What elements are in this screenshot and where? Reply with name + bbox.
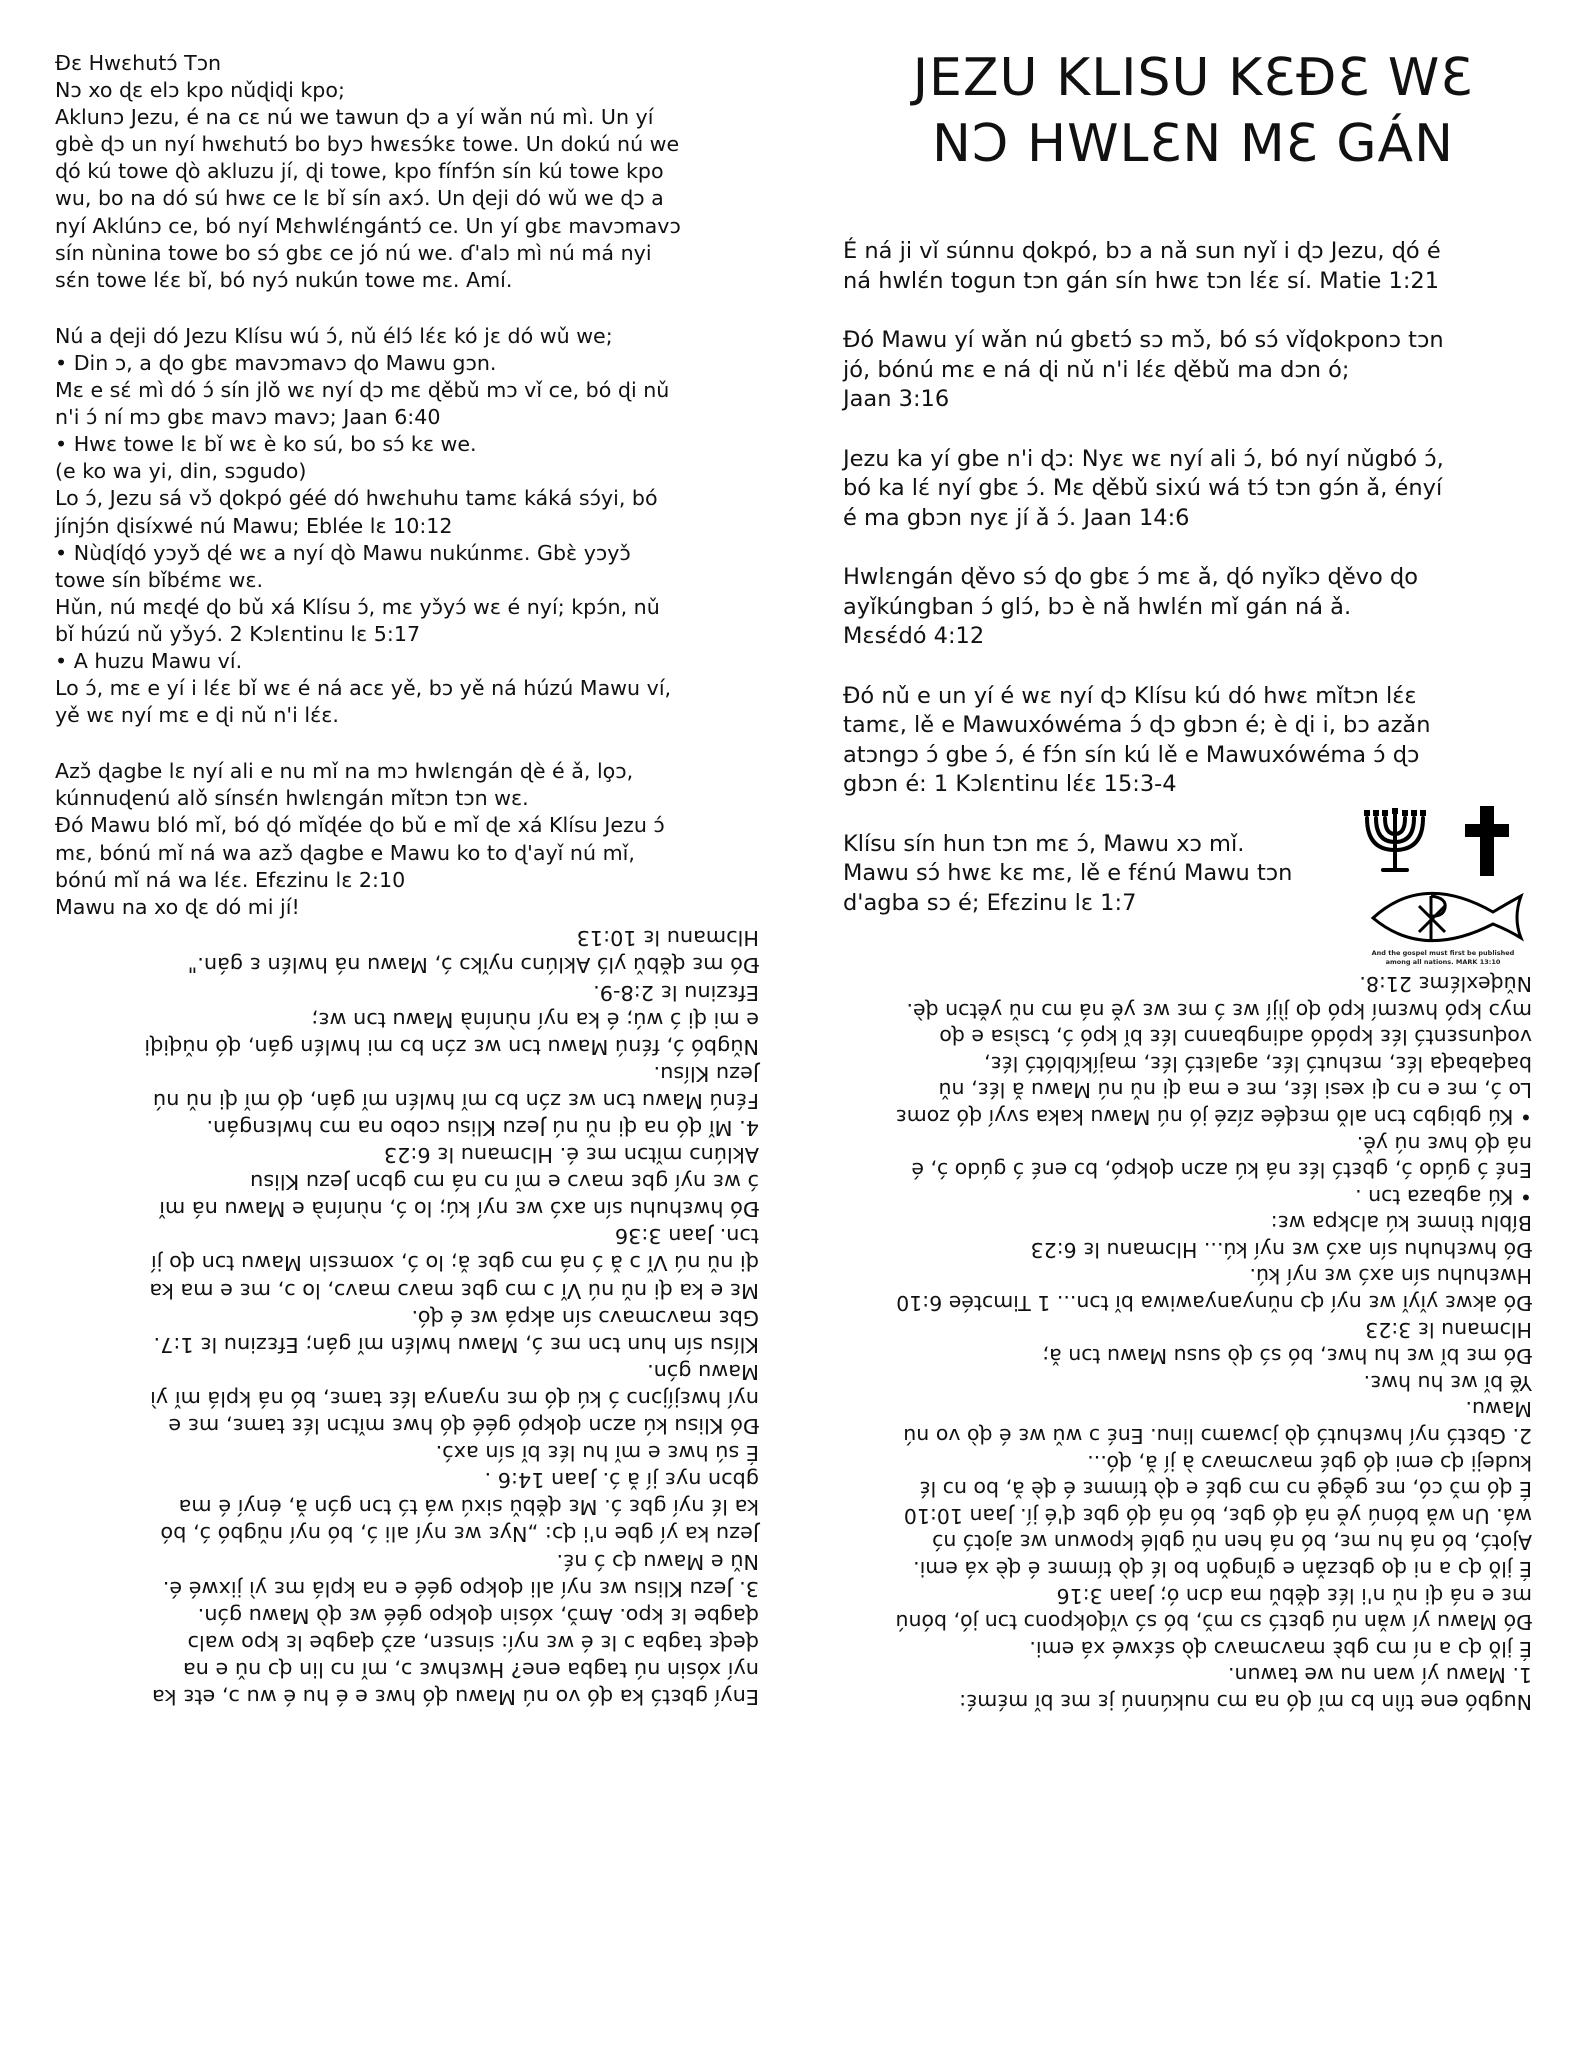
upside-down-text	[832, 970, 1532, 1715]
text-line: • Kú agbaza tɔn .	[1355, 1184, 1532, 1209]
text-line: Jezu Klísu.	[653, 1061, 759, 1086]
text-line: É jlǒ ɖɔ a ní mɔ gbɛ̀ mavɔmavɔ ɖò sɛ́xwé xá emi.	[1029, 1636, 1532, 1661]
text-line: Ðó Klisu kú azɔn ɖokpó géé ɖó hwɛ mǐtɔn lɛ́ɛ tamɛ, mɛ e	[168, 1414, 759, 1439]
upside-down-left-panel	[54, 924, 759, 1710]
verse-block	[843, 445, 1543, 534]
text-line: sɛ́n towe lɛ́ɛ bǐ, bó nyɔ́ nukún towe mɛ. Amí.	[55, 267, 513, 292]
verse-block	[843, 682, 1543, 800]
text-line: Bíblu tìnmɛ kú alɔkpa wɛ:	[1270, 1211, 1532, 1236]
text-line: Hlɔmanu lɛ 10:13	[576, 926, 759, 951]
text-line: Nɔ xo ɖɛ elɔ kpo nǔɖiɖi kpo;	[55, 78, 345, 103]
text-line: ná ɖó hwɛ nú yě.	[1356, 1131, 1532, 1156]
verse-line: ayǐkúngban ɔ́ glɔ́, bɔ è nǎ hwlɛ́n mǐ gán ná ǎ.	[843, 593, 1352, 620]
emblem-caption-line-1: And the gospel must first be published	[1371, 949, 1515, 957]
text-line: ka lɛ́ nyí gbɛ ɔ́. Mɛ ɖěbǔ sixú wá tɔ́ tɔn gɔ́n ǎ, ényí é ma	[178, 1495, 759, 1520]
text-line: Enyí gbɛtɔ́ ka ɖó vo nú Mawu ɖó hwɛ e é hu é wu ɔ, etɛ ka	[152, 1685, 759, 1709]
verse-block	[843, 563, 1543, 652]
text-line: Ðó hwɛhuhu sín axɔ́ wɛ nyí kú... Hlɔmanu lɛ 6:23	[1030, 1237, 1532, 1262]
text-line: jínjɔ́n ɖisíxwé nú Mawu; Eblée lɛ 10:12	[55, 513, 453, 538]
text-line: Enɛ́ ɔ́ gúdo ɔ́, gbɛtɔ́ lɛ́ɛ ná kú azɔn ɖokpó, bɔ enɛ́ ɔ́ gúdo ɔ́, é	[911, 1158, 1532, 1183]
text-line: Aklúnɔ mǐtɔn mɛ é. Hlɔmanu lɛ 6:23	[383, 1143, 759, 1168]
text-line: Ðó Mawu yí wǎn nú gbɛtɔ́ sɔ mɔ̌, bó sɔ́ vǐɖokponɔ tɔn jó, bónú	[895, 1610, 1532, 1635]
text-line: Nǔgbó ɔ́, fɛ́nú Mawu tɔn wɛ zɔ́n bɔ mi hwlɛ́n gán, ɖó nǔɖiɖi	[144, 1034, 759, 1059]
prayer-panel	[55, 50, 755, 950]
text-line: 1. Mawu yí wan nu we tawun.	[1227, 1663, 1532, 1688]
text-line: Ðó Mawu bló mǐ, bó ɖó mǐɖée ɖo bǔ e mǐ ɖe xá Klísu Jezu ɔ́	[55, 813, 665, 838]
text-line: bónú mǐ ná wa lɛ́ɛ. Efɛzinu lɛ 2:10	[55, 867, 406, 892]
verse-line: Ðó nǔ e un yí é wɛ nyí ɖɔ Klísu kú dó hwɛ mǐtɔn lɛ́ɛ	[843, 682, 1417, 709]
tract-title-line-1: JEZU KLISU KƐĐƐ WƐ	[912, 48, 1474, 108]
text-line: 2. Gbɛtɔ́ nyí hwɛhutɔ́ ɖò jɔwamɔ linu. Enɛ́ ɔ wǔ wɛ é ɖò vo nú	[903, 1424, 1532, 1449]
text-line: Lo ɔ́, Jezu sá vɔ̌ ɖokpó géé dó hwɛhuhu tamɛ káká sɔ́yi, bó	[55, 486, 658, 511]
text-line: tɔn. Jaan 3:36	[614, 1224, 759, 1249]
text-line: Nugbó ene tíìn bɔ mǐ ɖó na mɔ nukúnnú jɛ mɛ bǐ mɛ́mɛ́:	[959, 1690, 1532, 1714]
text-line: mɛ e ná ɖi nǔ n'i lɛ́ɛ ɖěbǔ ma dɔn ó; Jaan 3:16	[1056, 1583, 1532, 1608]
text-line: Hwɛhuhu sín axɔ́ wɛ nyí kú.	[1249, 1264, 1532, 1289]
text-line: Aklunɔ Jezu, é na cɛ nú we tawun ɖɔ a yí wǎn nú mì. Un yí	[55, 105, 654, 130]
verse-line: Hwlɛngán ɖěvo sɔ́ ɖo gbɛ ɔ́ mɛ ǎ, ɖó nyǐkɔ ɖěvo ɖo	[843, 564, 1418, 590]
verse-line: tamɛ, lě e Mawuxówéma ɔ́ ɖɔ gbɔn é; è ɖi i, bɔ azǎn	[843, 712, 1431, 738]
verse-block	[843, 326, 1543, 415]
text-line: wá. Un wǎ bónú yě ná ɖó gbɛ, bó ná ɖó gbɛ ɖ'é jí. Jaan 10:10	[903, 1503, 1532, 1528]
verse-line: É ná ji vǐ súnnu ɖokpó, bɔ a nǎ sun nyǐ i ɖɔ Jezu, ɖó é	[843, 238, 1441, 264]
text-line: Lo ɔ́, mɛ e nɔ ɖi xesi lɛ́ɛ, mɛ e ma ɖi nǔ nú Mawu ǎ lɛ́ɛ, nǔ	[938, 1078, 1532, 1103]
text-line: Nǔ e Mawu ɖɔ ɔ́ nɛ́.	[556, 1549, 759, 1574]
text-line: Lo ɔ́, mɛ e yí i lɛ́ɛ bǐ wɛ é ná acɛ yě, bɔ yě ná húzú Mawu ví,	[55, 676, 672, 701]
text-line: sín nùnina towe bo sɔ́ gbɛ ce jó nú we. ɗ'alɔ mì nú má nyi	[55, 240, 652, 265]
text-line: É jlǒ ɖɔ a ni ɖo gbɛzǎn e gǐngǒn bo lɛ́ ɖò tímmɛ é ɖè xá emi.	[913, 1557, 1532, 1582]
verse-line: Klísu sín hun tɔn mɛ ɔ́, Mawu xɔ mǐ.	[843, 830, 1245, 857]
text-line: Nú a ɖeji dó Jezu Klísu wú ɔ́, nǔ élɔ́ lɛ́ɛ kó jɛ dó wǔ we;	[55, 323, 613, 348]
text-line: bǐ húzú nǔ yɔ̌yɔ́. 2 Kɔlɛntinu lɛ 5:17	[55, 621, 421, 646]
text-line: • Kú gbigbɔ tɔn alǒ mɛɖée zízé jó nú Mawu kaka svyí ɖó zomɛ	[895, 1104, 1532, 1129]
text-line: Ðó hwɛhuhu sín axɔ́ wɛ nyí kú; lo ɔ́, nùnínà e Mawu ná mǐ	[159, 1197, 759, 1222]
text-line: yě wɛ nyí mɛ e ɖi nǔ n'i lɛ́ɛ.	[55, 703, 339, 728]
upside-down-text	[54, 924, 759, 1710]
verse-line: Jezu ka yí gbe n'i ɖɔ: Nyɛ wɛ nyí ali ɔ́, bó nyí nǔgbó ɔ́,	[843, 445, 1444, 472]
text-line: nyí xósin nú tagba ene? Hwɛhwɛ ɔ, mǐ nɔ lin ɖɔ nǔ e na	[182, 1657, 759, 1682]
text-line: Mawu gɔ́n.	[647, 1359, 759, 1384]
text-line: e mi ɖi ɔ́ wú; é ka nyí nùnínà Mawu tɔn wɛ;	[311, 1007, 759, 1032]
verse-line: Ðó Mawu yí wǎn nú gbɛtɔ́ sɔ mɔ̌, bó sɔ́ vǐɖokponɔ tɔn	[843, 327, 1444, 353]
upside-down-right-panel	[832, 970, 1532, 1715]
text-line: É sú hwɛ e mǐ hu lɛ́ɛ bǐ sín axɔ́.	[435, 1441, 759, 1466]
verse-block	[843, 237, 1543, 296]
prayer-paragraph	[55, 758, 755, 921]
text-line: Jezu ka yí gbe n'i ɖɔ: „Nyɛ wɛ nyí ali ɔ́, bó nyí nǔgbó ɔ́, bó	[160, 1522, 759, 1547]
text-line: Mawu.	[1465, 1397, 1532, 1422]
text-line: Fɛ́nú Mawu tɔn wɛ zɔ́n bɔ mǐ hwlɛ́n mǐ gán, ɖó mǐ ɖi nǔ nú	[152, 1088, 759, 1113]
tract-title-line-2: NƆ HWLƐN MƐ GÁN	[932, 114, 1454, 174]
text-line: 3. Jezu Klisu wɛ nyí ali ɖokpo géé e na kplá mɛ yì jixwé é.	[162, 1576, 759, 1601]
verse-line: atɔngɔ ɔ́ gbe ɔ́, é fɔ́n sín kú lě e Mawuxówéma ɔ́ ɖɔ	[843, 741, 1420, 768]
text-line: ɖagbe lɛ kpo. Amɔ̌, xósin ɖokpo géé wɛ ɖò Mawu gɔ́n.	[197, 1603, 759, 1628]
text-line: mɛ, bónú mǐ ná wa azɔ̌ ɖagbe e Mawu ko to ɖ'ayǐ nú mǐ,	[55, 840, 635, 865]
text-line: Efɛzinu lɛ 2:8-9.	[593, 980, 759, 1005]
verse-line: é ma gbɔn nyɛ jí ǎ ɔ́. Jaan 14:6	[843, 504, 1190, 531]
text-line: nyí hwɛjíjɔnɔ ɔ́ kú ɖó mɛ nyanya lɛ́ɛ tamɛ, bó ná kplá mǐ yì	[150, 1386, 759, 1411]
text-line: ɔ́ wɛ nyí gbɛ mavɔ e mǐ nɔ ná mɔ gbɔn Jezu Klisu	[250, 1170, 759, 1195]
text-line: Mɛ e ka ɖi nǔ nú Vǐ ɔ mɔ gbɛ mavɔ mavɔ, lo ɔ, mɛ e ma ka	[149, 1278, 759, 1303]
text-line: • A huzu Mawu ví.	[55, 648, 243, 673]
text-line: gbè ɖɔ un nyí hwɛhutɔ́ bo byɔ hwɛsɔ́kɛ towe. Un dokú nú we	[55, 132, 680, 157]
verse-line: jó, bónú mɛ e ná ɖi nǔ n'i lɛ́ɛ ɖěbǔ ma dɔn ó;	[843, 356, 1350, 383]
verse-line: ná hwlɛ́n togun tɔn gán sín hwɛ tɔn lɛ́ɛ sí. Matie 1:21	[843, 267, 1440, 294]
text-line: wu, bo na dó sú hwɛ ce lɛ bǐ sín axɔ́. Un ɖeji dó wǔ we ɖɔ a	[55, 186, 664, 211]
text-line: Klísu sín hun tɔn mɛ ɔ́, Mawu hwlɛ́n mǐ gán; Efɛzinu lɛ 1:7.	[153, 1332, 759, 1357]
text-line: Ðó mɛ ɖěbǔ ylɔ́ Aklúnɔ nyǐkɔ ɔ́, Mawu ná hwlɛ́n ɛ gán."	[187, 953, 759, 978]
verse-line: Jaan 3:16	[843, 386, 950, 412]
emblem-caption-line-2: among all nations. MARK 13:10	[1385, 958, 1501, 966]
text-line: • Hwɛ towe lɛ bǐ wɛ è ko sú, bo sɔ́ kɛ we.	[55, 432, 477, 457]
text-line: Ðó mɛ bǐ wɛ hu hwɛ, bó sɔ́ ɖò susu Mawu tɔn ǎ;	[1042, 1344, 1532, 1369]
text-line: • Nùɖíɖó yɔyɔ̌ ɖé wɛ a nyí ɖò Mawu nukúnmɛ. Gbɛ̀ yɔyɔ̌	[55, 540, 631, 565]
text-line: voɖunsɛntɔ́ lɛ́ɛ kpódó adingbannɔ lɛ́ɛ bǐ kpó ɔ́, tɔsìsa e ɖo	[939, 1025, 1532, 1050]
verse-line: Mawu sɔ́ hwɛ kɛ mɛ, lě e fɛ́nú Mawu tɔn	[843, 860, 1293, 886]
text-line: Nǔɖexlɛ́mɛ 21:8.	[1359, 971, 1532, 996]
text-line: Hǔn, nú mɛɖé ɖo bǔ xá Klísu ɔ́, mɛ yɔ̌yɔ́ wɛ é nyí; kpɔ́n, nǔ	[55, 594, 660, 619]
text-line: kúnnuɖenú alǒ sínsɛ́n hwlɛngán mǐtɔn tɔn wɛ.	[55, 786, 529, 811]
text-line: kudeji ɖɔ emi ɖó gbɛ́ mavɔmavɔ à jí ǎ, ɖó...	[1087, 1450, 1532, 1475]
text-line: nyí Aklúnɔ ce, bó nyí Mɛhwlɛ́ngántɔ́ ce. Un yí gbɛ mavɔmavɔ	[55, 213, 681, 238]
emblem-caption	[1343, 949, 1543, 967]
text-line: ɖó kú towe ɖò akluzu jí, ɖi towe, kpo fínfɔ́n sín kú towe kpo	[55, 159, 664, 184]
verse-line: Mɛsɛ́dó 4:12	[843, 623, 985, 649]
text-line: towe sín bǐbɛ́mɛ wɛ.	[55, 567, 264, 592]
text-line: (e ko wa yi, din, sɔgudo)	[55, 459, 307, 484]
text-line: Azɔ̌ ɖagbe lɛ nyí ali e nu mǐ na mɔ hwlɛngán ɖè é ǎ, lo̧ɔ,	[55, 759, 634, 784]
verse-line: gbɔn é: 1 Kɔlɛntinu lɛ́ɛ 15:3-4	[843, 771, 1177, 797]
text-line: 4. Mǐ ɖó na ɖi nǔ nú Jezu Klisu cobo na mɔ hwlɛngán.	[206, 1116, 759, 1141]
text-line: myɔ kpó hwɛmí kpó ɖo jìjí wɛ ɔ́ mɛ wɛ yě ná mɔ nǔ yětɔn ɖè.	[906, 998, 1532, 1023]
text-line: É ɖó mɔ̌ có, mɛ gěgě nɔ mɔ gbɛ́ e ɖò tímmɛ é ɖè ǎ, bo nɔ lɛ́	[919, 1477, 1532, 1502]
prayer-paragraph	[55, 323, 755, 729]
verse-line: d'agba sɔ é; Efɛzinu lɛ 1:7	[843, 889, 1137, 916]
prayer-paragraph	[55, 50, 755, 294]
text-line: • Din ɔ, a ɖo gbɛ mavɔmavɔ ɖo Mawu gɔn.	[55, 350, 497, 375]
text-line: Gbɛ mavɔmavɔ sín akpá wɛ é ɖó.	[411, 1305, 759, 1330]
text-line: Ðó akwɛ yǐyǐ wɛ nyí ɖɔ nǔnyanyawiwa bǐ tɔn... 1 Timɔtée 6:10	[896, 1291, 1532, 1316]
text-line: baɖabaɖa lɛ́ɛ, mɛhutɔ́ lɛ́ɛ, agalɛtɔ́ lɛ́ɛ, majíkíblótɔ́ lɛ́ɛ,	[984, 1051, 1532, 1076]
faith-emblem	[1353, 800, 1533, 970]
text-line: Mawu na xo ɖɛ dó mi jí!	[55, 894, 300, 919]
text-line: Mɛ e sɛ́ mì dó ɔ́ sín jlǒ wɛ nyí ɖɔ mɛ ɖěbǔ mɔ vǐ ce, bó ɖi nǔ	[55, 378, 670, 403]
text-line: Hlɔmanu lɛ 3:23	[1365, 1317, 1532, 1342]
verse-line: bó ka lɛ́ nyí gbɛ ɔ́. Mɛ ɖěbǔ sixú wá tɔ́ tɔn gɔ́n ǎ, ényí	[843, 475, 1443, 501]
text-line: Ajotɔ́, bó ná hu mɛ, bó ná hen nǔ gblé kpowun wɛ ajotɔ́ nɔ́	[932, 1530, 1532, 1555]
tract-title	[843, 45, 1543, 177]
text-line: Yě bǐ wɛ hu hwɛ.	[1363, 1370, 1532, 1395]
text-line: n'i ɔ́ ní mɔ gbɛ mavɔ mavɔ; Jaan 6:40	[55, 405, 441, 430]
text-line: ɖeɖɛ tagba ɔ lɛ é wɛ nyí: sinsɛn, azɔ̌ ɖagbe lɛ kpo walɔ	[187, 1630, 759, 1655]
text-line: ɖi nǔ nú Vǐ ɔ ǎ ɔ́ ná mɔ gbɛ ǎ; lo ɔ́, xomɛsin Mawu tɔn ɖo jí	[150, 1251, 759, 1276]
menorah-cross-fish-icon	[1353, 800, 1533, 950]
text-line: Ɖɛ Hwɛhutɔ́ Tɔn	[55, 51, 222, 75]
text-line: gbɔn nyɛ jí ǎ ɔ́. Jaan 14:6 .	[484, 1468, 759, 1493]
